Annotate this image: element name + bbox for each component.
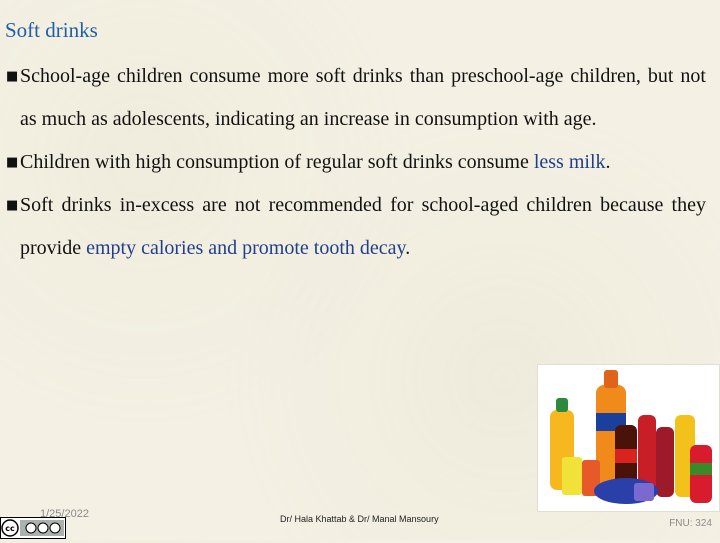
bullet-text: Soft drinks in-excess are not recommended for school-aged children because they provide <box>20 194 706 259</box>
square-bullet-icon: ■ <box>6 198 19 213</box>
soft-drinks-illustration <box>538 365 719 511</box>
footer-date: 1/25/2022 <box>40 508 89 520</box>
svg-text:cc: cc <box>5 524 15 533</box>
square-bullet-icon: ■ <box>6 69 19 84</box>
bullet-text: School-age children consume more soft drinks than preschool-age children, but not as much as adolescents, indicating an increase in consumption with age. <box>20 65 706 130</box>
bullet-list <box>6 55 706 270</box>
slide-title: Soft drinks <box>5 18 98 42</box>
bullet-item <box>6 55 706 141</box>
bullet-item <box>6 141 706 184</box>
bullet-item <box>6 184 706 270</box>
bullet-text: . <box>605 151 611 173</box>
footer-page-number: FNU: 324 <box>669 518 712 529</box>
bullet-text: . <box>405 237 411 259</box>
highlighted-text: less milk <box>533 151 606 173</box>
soft-drinks-photo <box>537 364 720 512</box>
cc-license-icon <box>0 517 66 539</box>
footer-authors: Dr/ Hala Khattab & Dr/ Manal Mansoury <box>280 514 439 524</box>
bullet-text: Children with high consumption of regular soft drinks consume <box>20 151 534 173</box>
square-bullet-icon: ■ <box>6 155 19 170</box>
highlighted-text: empty calories and promote tooth decay <box>86 237 406 259</box>
